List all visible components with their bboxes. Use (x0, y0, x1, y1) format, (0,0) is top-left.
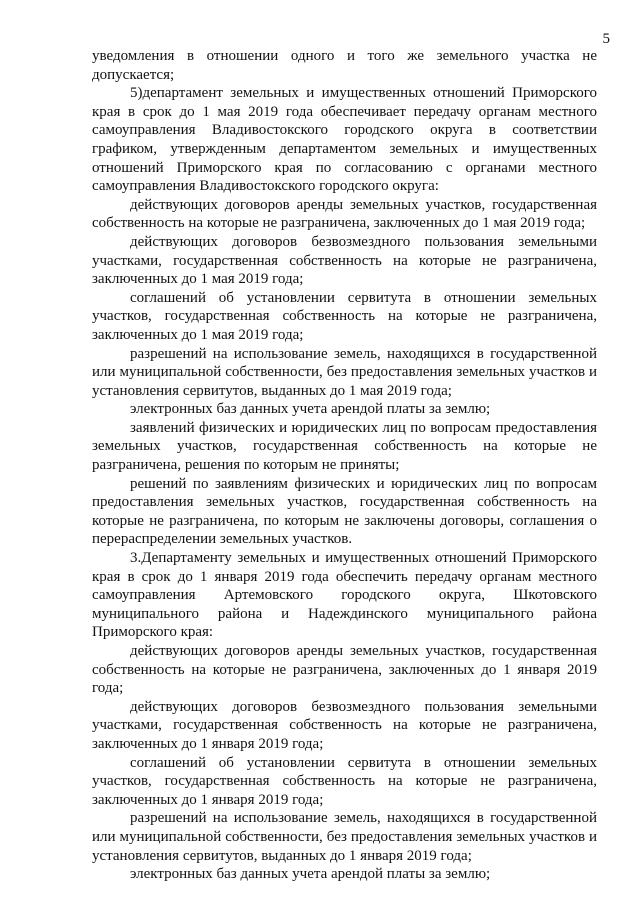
paragraph: разрешений на использование земель, находящихся в государственной или муниципальной собственности, без предоставления земельных участков и установления сервитутов, выданных до 1 мая 2019 года; (92, 345, 597, 399)
page-number: 5 (602, 31, 610, 47)
paragraph: решений по заявлениям физических и юридических лиц по вопросам предоставления земельных участков, государственная собственность на которые не разграничена, по которым не заключены договоры, соглашения о перераспределении земельных участков. (92, 475, 597, 548)
paragraph: 5)департамент земельных и имущественных отношений Приморского края в срок до 1 мая 2019 года обеспечивает передачу органам местного самоуправления Владивостокского городского округа в соответствии графиком, утвержденным департаментом земельных и имущественных отношений Приморского края по согласованию с органами местного самоуправления Владивостокского городского округа: (92, 85, 597, 195)
paragraph: действующих договоров безвозмездного пользования земельными участками, государственная собственность на которые не разграничена, заключенных до 1 января 2019 года; (92, 698, 597, 752)
paragraph: соглашений об установлении сервитута в отношении земельных участков, государственная собственность на которые не разграничена, заключенных до 1 мая 2019 года; (92, 289, 597, 343)
paragraph: действующих договоров аренды земельных участков, государственная собственность на которые не разграничена, заключенных до 1 мая 2019 года; (92, 196, 597, 232)
paragraph: действующих договоров безвозмездного пользования земельными участками, государственная собственность на которые не разграничена, заключенных до 1 мая 2019 года; (92, 233, 597, 288)
paragraph: разрешений на использование земель, находящихся в государственной или муниципальной собственности, без предоставления земельных участков и установления сервитутов, выданных до 1 января 2019 года; (92, 810, 597, 864)
paragraph: электронных баз данных учета арендой платы за землю; (130, 401, 491, 418)
paragraph: уведомления в отношении одного и того же земельного участка не допускается; (92, 48, 597, 83)
paragraph: 3.Департаменту земельных и имущественных отношений Приморского края в срок до 1 января 2019 года обеспечить передачу органам местного самоуправления Артемовского городского округа, Шкотовского муниципального района и Надеждинского муниципального района Приморского края: (92, 550, 597, 641)
paragraph: заявлений физических и юридических лиц по вопросам предоставления земельных участков, государственная собственность на которые не разграничена, решения по которым не приняты; (92, 419, 597, 474)
paragraph: соглашений об установлении сервитута в отношении земельных участков, государственная собственность на которые не разграничена, заключенных до 1 января 2019 года; (92, 754, 597, 808)
document-body (92, 47, 597, 884)
paragraph: действующих договоров аренды земельных участков, государственная собственность на которые не разграничена, заключенных до 1 января 2019 года; (92, 643, 597, 697)
paragraph: электронных баз данных учета арендой платы за землю; (130, 866, 491, 883)
